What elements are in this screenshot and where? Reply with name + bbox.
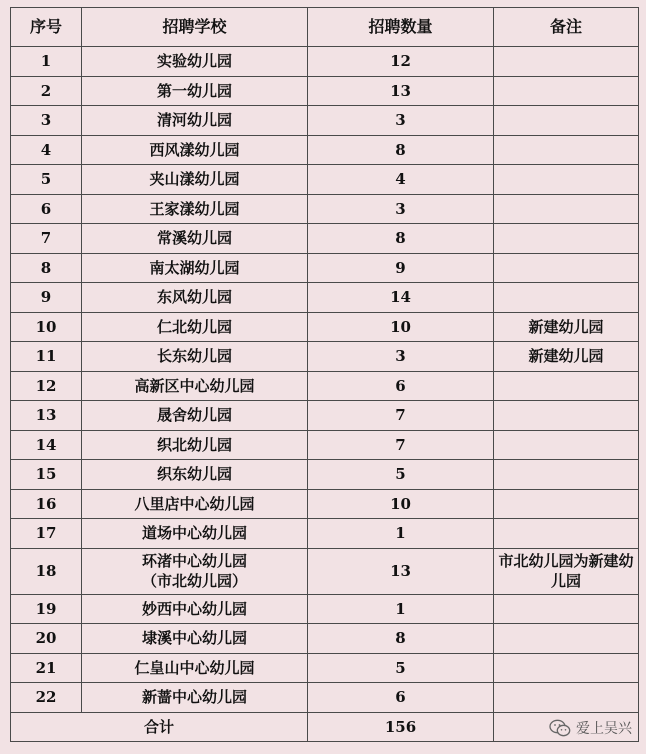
row-school [82,519,308,549]
school-name-line: 东风幼儿园 [156,288,232,307]
row-index: 2 [11,76,82,106]
row-note [494,401,639,431]
school-name-line: 王家漾幼儿园 [149,199,240,218]
table-row [11,401,639,431]
row-index: 3 [11,106,82,136]
row-count: 7 [308,430,494,460]
school-name-line: 清河幼儿园 [156,111,232,130]
watermark-text: 爱上吴兴 [576,721,632,737]
row-index: 6 [11,194,82,224]
table-row [11,224,639,254]
row-index: 22 [11,683,82,713]
school-name-line: 南太湖幼儿园 [149,258,240,277]
row-count: 9 [308,253,494,283]
table-row [11,683,639,713]
row-index: 4 [11,135,82,165]
row-note [494,683,639,713]
row-note: 新建幼儿园 [494,312,639,342]
row-school [82,165,308,195]
row-note [494,624,639,654]
row-count: 5 [308,460,494,490]
school-name-line: 道场中心幼儿园 [141,524,247,543]
row-note [494,194,639,224]
table-row [11,312,639,342]
wechat-icon [549,719,571,737]
row-note [494,106,639,136]
school-name-line: 晟舍幼儿园 [156,406,232,425]
row-count: 8 [308,135,494,165]
row-index: 15 [11,460,82,490]
row-school [82,430,308,460]
school-name-line: 织东幼儿园 [156,465,232,484]
row-index: 7 [11,224,82,254]
row-school [82,135,308,165]
row-index: 13 [11,401,82,431]
row-count: 10 [308,312,494,342]
table-row [11,519,639,549]
school-name-line: 长东幼儿园 [156,347,232,366]
table-row [11,283,639,313]
row-school [82,460,308,490]
table-row [11,165,639,195]
row-count: 3 [308,106,494,136]
row-index: 8 [11,253,82,283]
row-count: 13 [308,548,494,594]
row-count: 13 [308,76,494,106]
row-count: 4 [308,165,494,195]
row-school [82,624,308,654]
row-count: 8 [308,624,494,654]
watermark [549,718,632,738]
total-count: 156 [308,712,494,742]
row-index: 17 [11,519,82,549]
header-school: 招聘学校 [82,8,308,47]
total-row [11,712,639,742]
row-school [82,283,308,313]
school-name-line: 妙西中心幼儿园 [141,599,247,618]
table-row [11,194,639,224]
school-name-line: 仁皇山中心幼儿园 [134,658,255,677]
row-school [82,653,308,683]
row-note [494,135,639,165]
school-name-line: 常溪幼儿园 [156,229,232,248]
table-row [11,76,639,106]
school-name-line: （市北幼儿园） [141,572,247,590]
row-count: 6 [308,683,494,713]
row-count: 8 [308,224,494,254]
row-index: 19 [11,594,82,624]
table-row [11,47,639,77]
school-name-line: 新蔷中心幼儿园 [141,688,247,707]
table-row [11,253,639,283]
row-index: 12 [11,371,82,401]
row-index: 5 [11,165,82,195]
row-school [82,253,308,283]
row-school [82,342,308,372]
row-school [82,106,308,136]
row-count: 1 [308,519,494,549]
row-note [494,165,639,195]
row-index: 20 [11,624,82,654]
row-note [494,371,639,401]
row-school [82,47,308,77]
row-note [494,653,639,683]
row-note [494,460,639,490]
row-school [82,683,308,713]
table-row [11,371,639,401]
table-row [11,430,639,460]
row-school [82,371,308,401]
row-index: 18 [11,548,82,594]
table-body [11,47,639,713]
row-school [82,401,308,431]
row-note [494,224,639,254]
school-name-line: 高新区中心幼儿园 [134,376,255,395]
row-index: 21 [11,653,82,683]
total-label: 合计 [11,712,308,742]
table-row [11,653,639,683]
row-index: 14 [11,430,82,460]
row-note [494,283,639,313]
row-school [82,224,308,254]
row-count: 3 [308,342,494,372]
school-name-line: 夹山漾幼儿园 [149,170,240,189]
row-note [494,76,639,106]
school-name-line: 八里店中心幼儿园 [134,494,255,513]
table-row [11,594,639,624]
row-note: 市北幼儿园为新建幼儿园 [494,548,639,594]
row-note: 新建幼儿园 [494,342,639,372]
header-index: 序号 [11,8,82,47]
row-note [494,594,639,624]
row-index: 1 [11,47,82,77]
school-name-line: 仁北幼儿园 [156,317,232,336]
school-name-line: 第一幼儿园 [156,81,232,100]
row-note [494,47,639,77]
row-index: 16 [11,489,82,519]
header-row [11,8,639,47]
table-row [11,342,639,372]
table-row [11,624,639,654]
school-name-line: 织北幼儿园 [156,435,232,454]
row-count: 5 [308,653,494,683]
school-name-line: 埭溪中心幼儿园 [141,629,247,648]
table-row [11,460,639,490]
table-row [11,489,639,519]
row-index: 9 [11,283,82,313]
row-count: 10 [308,489,494,519]
table-row [11,548,639,594]
row-count: 7 [308,401,494,431]
row-note [494,253,639,283]
row-school [82,594,308,624]
row-school [82,489,308,519]
school-name-line: 西风漾幼儿园 [149,140,240,159]
recruitment-table [10,7,639,742]
row-school [82,548,308,594]
school-name-line: 环渚中心幼儿园 [141,552,247,570]
table-row [11,135,639,165]
row-note [494,519,639,549]
school-name-line: 实验幼儿园 [156,52,232,71]
row-note [494,430,639,460]
row-school [82,76,308,106]
row-count: 14 [308,283,494,313]
row-count: 1 [308,594,494,624]
header-count: 招聘数量 [308,8,494,47]
row-index: 11 [11,342,82,372]
row-count: 3 [308,194,494,224]
row-note [494,489,639,519]
row-index: 10 [11,312,82,342]
table-row [11,106,639,136]
row-school [82,312,308,342]
header-note: 备注 [494,8,639,47]
row-count: 12 [308,47,494,77]
row-count: 6 [308,371,494,401]
row-school [82,194,308,224]
